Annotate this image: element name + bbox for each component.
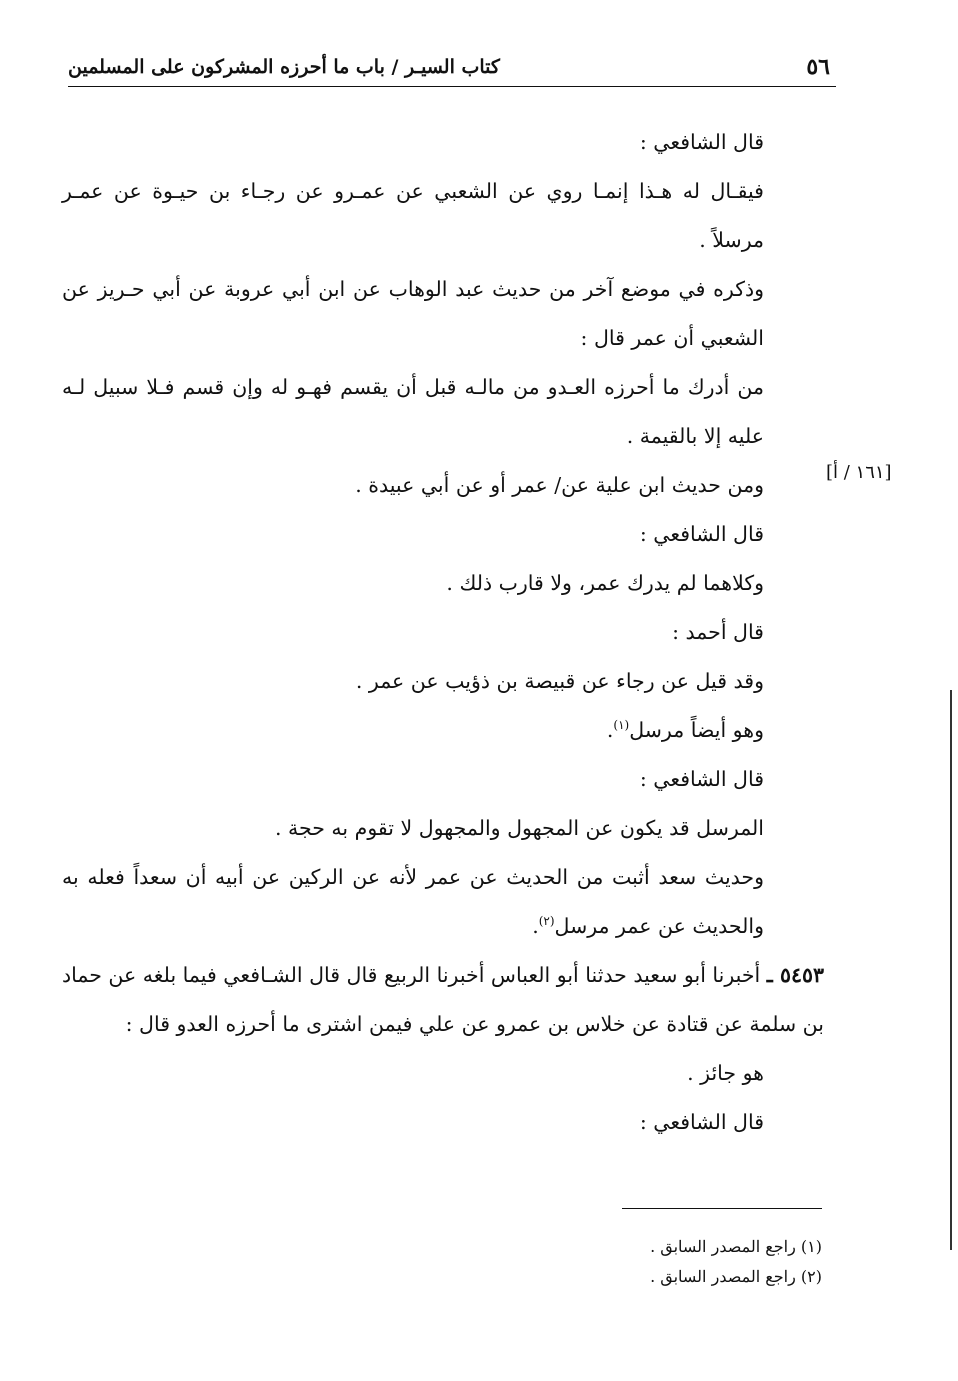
- paragraph-text: وحديث سعد أثبت من الحديث عن عمر لأنه عن الركين عن أبيه أن سعداً فعله به والحديث عن عمر مرسل: [62, 865, 764, 938]
- period: .: [532, 914, 539, 938]
- main-text: [62, 118, 824, 1147]
- paragraph: قال الشافعي :: [639, 130, 764, 154]
- hadith-paragraph: [62, 951, 824, 1049]
- footnotes: [560, 1232, 822, 1292]
- paragraph: [62, 706, 824, 755]
- running-title: كتاب السيـر / باب ما أحرزه المشركون على المسلمين: [68, 56, 500, 78]
- paragraph-text: وهو أيضاً مرسل: [629, 718, 764, 742]
- paragraph: وكلاهما لم يدرك عمر، ولا قارب ذلك .: [446, 571, 764, 595]
- paragraph: المرسل قد يكون عن المجهول والمجهول لا تقوم به حجة .: [274, 816, 764, 840]
- paragraph-text: أخبرنا أبو سعيد حدثنا أبو العباس أخبرنا الربيع قال قال الشـافعي فيما بلغه عن حماد بن سلمة عن قتادة عن خلاس بن عمرو عن علي فيمن اشترى ما أحرزه العدو قال :: [62, 963, 824, 1036]
- footnote-2: (٢) راجع المصدر السابق .: [650, 1267, 822, 1286]
- page-number: ٥٦: [806, 54, 830, 80]
- paragraph: ومن حديث ابن علية عن/ عمر أو عن أبي عبيدة .: [355, 473, 764, 497]
- period: .: [606, 718, 614, 742]
- paragraph: هو جائز .: [687, 1061, 764, 1085]
- paragraph: قال الشافعي :: [639, 1110, 764, 1134]
- footnote-ref-1: (١): [613, 718, 630, 733]
- footnote-ref-2: (٢): [538, 914, 555, 929]
- paragraph: فيقـال له هـذا إنمـا روي عن الشعبي عن عمـرو عن رجـاء بن حيـوة عن عمـر مرسلاً .: [62, 179, 764, 252]
- paragraph: قال أحمد :: [672, 620, 764, 644]
- footnote-divider: [622, 1208, 822, 1209]
- manuscript-folio-ref: [١٦١ / أ]: [826, 462, 892, 483]
- paragraph: قال الشافعي :: [639, 767, 764, 791]
- paragraph: من أدرك ما أحرزه العـدو من مالـه قبل أن يقسم فهـو له وإن قسم فـلا سبيل لـه عليه إلا بالقيمة .: [62, 375, 764, 448]
- paragraph: وذكره في موضع آخر من حديث عبد الوهاب عن ابن أبي عروبة عن أبي حـريز عن الشعبي أن عمر قال :: [62, 277, 764, 350]
- running-header: [68, 50, 836, 87]
- scan-edge-line: [950, 690, 952, 1250]
- paragraph: وقد قيل عن رجاء عن قبيصة بن ذؤيب عن عمر .: [355, 669, 764, 693]
- footnote-1: (١) راجع المصدر السابق .: [650, 1237, 822, 1256]
- hadith-number: ٥٤٥٣ ـ: [766, 963, 824, 987]
- paragraph: قال الشافعي :: [639, 522, 764, 546]
- paragraph: [62, 853, 824, 951]
